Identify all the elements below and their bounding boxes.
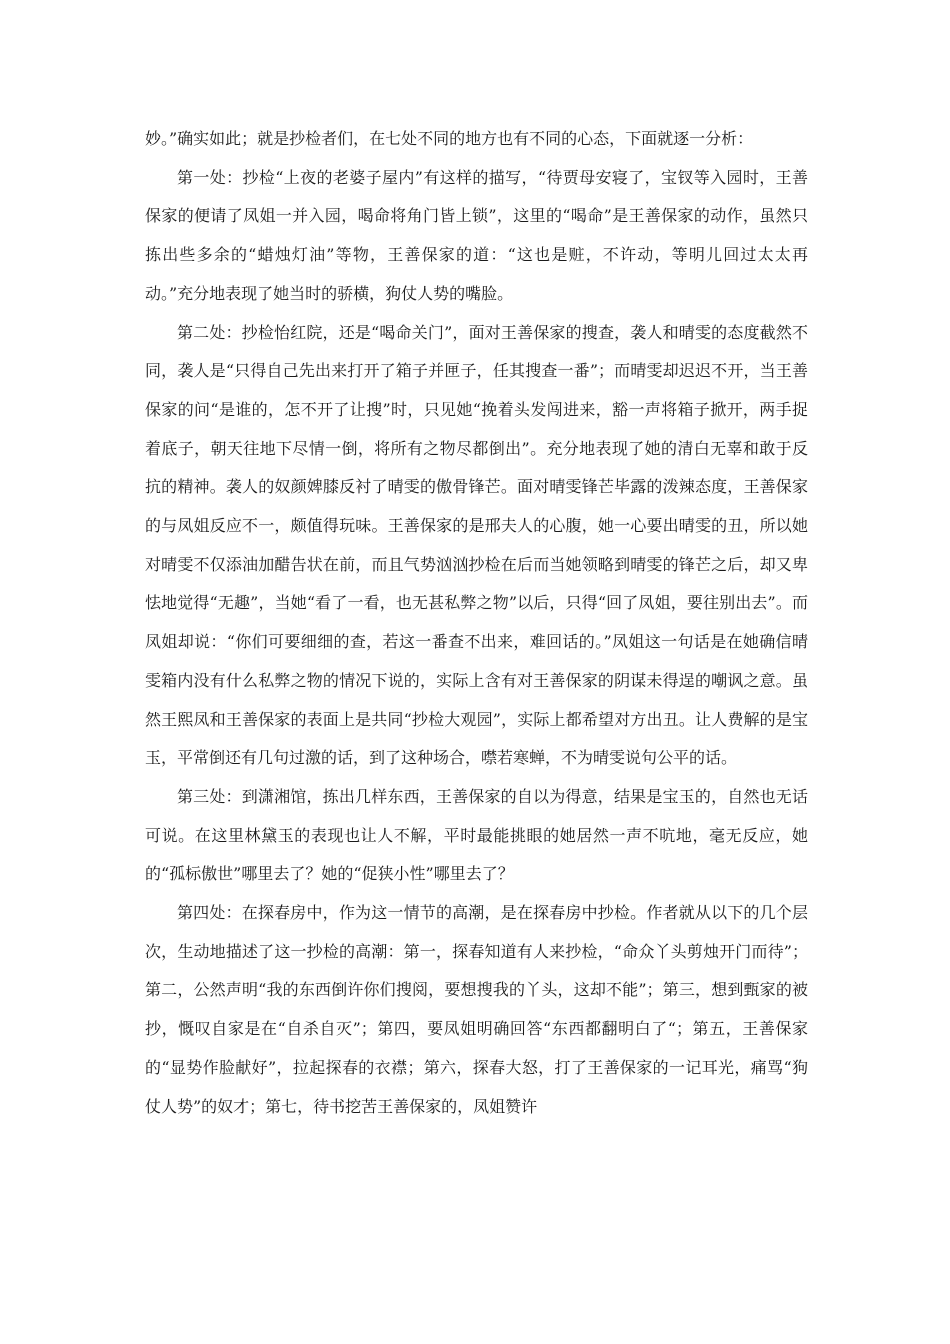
paragraph-first-location: 第一处：抄检“上夜的老婆子屋内”有这样的描写，“待贾母安寝了，宝钗等入园时，王善保家的便请了凤姐一并入园，喝命将角门皆上锁”，这里的“喝命”是王善保家的动作，虽然只拣出些多余的“蜡烛灯油”等物，王善保家的道：“这也是赃，不许动，等明儿回过太太再动。”充分地表现了她当时的骄横，狗仗人势的嘴脸。 [145, 167, 808, 303]
paragraph-continuation: 妙。”确实如此；就是抄检者们，在七处不同的地方也有不同的心态，下面就逐一分析： [145, 129, 754, 148]
paragraph-third-location: 第三处：到潇湘馆，拣出几样东西，王善保家的自以为得意，结果是宝玉的，自然也无话可说。在这里林黛玉的表现也让人不解，平时最能挑眼的她居然一声不吭地，毫无反应，她的“孤标傲世”哪里去了？她的“促狭小性”哪里去了？ [145, 786, 808, 884]
paragraph-fourth-location: 第四处：在探春房中，作为这一情节的高潮，是在探春房中抄检。作者就从以下的几个层次，生动地描述了这一抄检的高潮：第一，探春知道有人来抄检，“命众丫头剪烛开门而待”；第二，公然声明“我的东西倒许你们搜阅，要想搜我的丫头，这却不能”；第三，想到甄家的被抄，慨叹自家是在“自杀自灭”；第四，要凤姐明确回答“东西都翻明白了“；第五，王善保家的“显势作脸献好”，拉起探春的衣襟；第六，探春大怒，打了王善保家的一记耳光，痛骂“狗仗人势”的奴才；第七，待书挖苦王善保家的，凤姐赞许 [145, 903, 808, 1116]
paragraph-second-location: 第二处：抄检怡红院，还是“喝命关门”，面对王善保家的搜查，袭人和晴雯的态度截然不同，袭人是“只得自己先出来打开了箱子并匣子，任其搜查一番”；而晴雯却迟迟不开，当王善保家的问“是谁的，怎不开了让搜”时，只见她“挽着头发闯进来，豁一声将箱子掀开，两手捉着底子，朝天往地下尽情一倒，将所有之物尽都倒出”。充分地表现了她的清白无辜和敢于反抗的精神。袭人的奴颜婢膝反衬了晴雯的傲骨锋芒。面对晴雯锋芒毕露的泼辣态度，王善保家的与凤姐反应不一，颇值得玩味。王善保家的是邢夫人的心腹，她一心要出晴雯的丑，所以她对晴雯不仅添油加醋告状在前，而且气势汹汹抄检在后而当她领略到晴雯的锋芒之后，却又卑怯地觉得“无趣”，当她“看了一看，也无甚私弊之物”以后，只得“回了凤姐，要往别出去”。而凤姐却说：“你们可要细细的查，若这一番查不出来，难回话的。”凤姐这一句话是在她确信晴雯箱内没有什么私弊之物的情况下说的，实际上含有对王善保家的阴谋未得逞的嘲讽之意。虽然王熙凤和王善保家的表面上是共同“抄检大观园”，实际上都希望对方出丑。让人费解的是宝玉，平常倒还有几句过激的话，到了这种场合，噤若寒蝉，不为晴雯说句公平的话。 [145, 322, 808, 768]
document-body [145, 120, 808, 1126]
